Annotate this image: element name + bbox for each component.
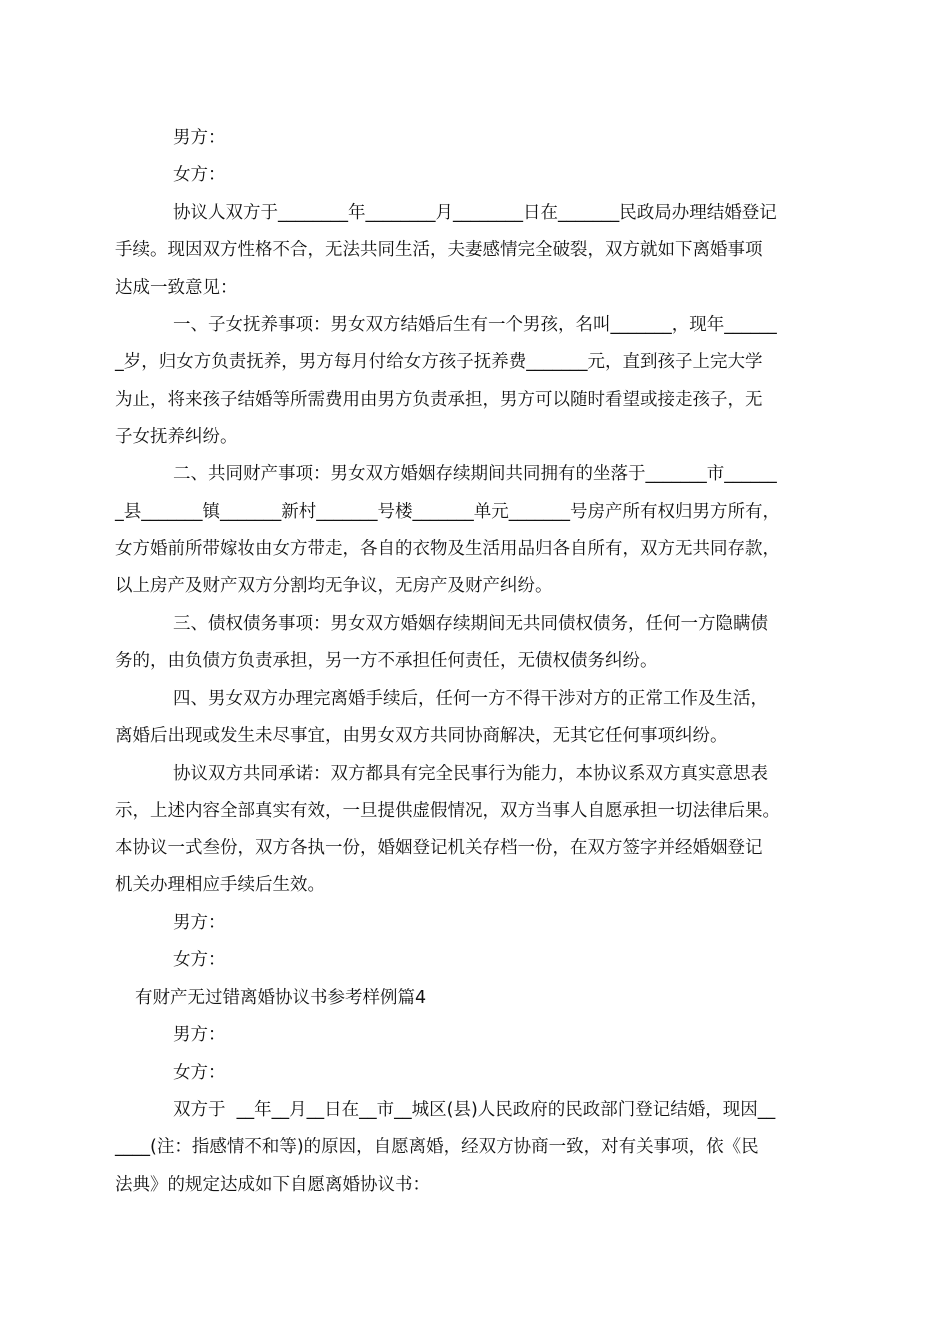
party-male-label: 男方： [173,128,226,148]
section4-line: 离婚后出现或发生未尽事宜，由男女双方共同协商解决，无其它任何事项纠纷。 [115,726,728,746]
intro-line: 手续。现因双方性格不合，无法共同生活，夫妻感情完全破裂，双方就如下离婚事项 [115,240,763,260]
section1-line: _岁，归女方负责抚养，男方每月付给女方孩子抚养费_______元，直到孩子上完大学 [115,352,763,372]
final-line: 双方于 __年__月__日在__市__城区(县)人民政府的民政部门登记结婚，现因__ [173,1100,776,1120]
section-heading: 有财产无过错离婚协议书参考样例篇4 [135,988,427,1008]
section1-line: 一、子女抚养事项：男女双方结婚后生有一个男孩，名叫_______，现年______ [173,315,777,335]
section2-line: 以上房产及财产双方分割均无争议，无房产及财产纠纷。 [115,576,553,596]
party-female-label: 女方： [173,950,226,970]
section1-line: 为止，将来孩子结婚等所需费用由男方负责承担，男方可以随时看望或接走孩子，无 [115,390,763,410]
promise-line: 协议双方共同承诺：双方都具有完全民事行为能力，本协议系双方真实意思表 [173,764,768,784]
promise-line: 示，上述内容全部真实有效，一旦提供虚假情况，双方当事人自愿承担一切法律后果。 [115,801,780,821]
party-female-label: 女方： [173,1063,226,1083]
final-line: 法典》的规定达成如下自愿离婚协议书： [115,1175,430,1195]
section4-line: 四、男女双方办理完离婚手续后，任何一方不得干涉对方的正常工作及生活， [173,689,768,709]
section2-line: 二、共同财产事项：男女双方婚姻存续期间共同拥有的坐落于_______市______ [173,464,777,484]
final-line: ____(注：指感情不和等)的原因，自愿离婚，经双方协商一致，对有关事项，依《民 [115,1137,759,1157]
section3-line: 务的，由负债方负责承担，另一方不承担任何责任，无债权债务纠纷。 [115,651,658,671]
party-male-label: 男方： [173,1025,226,1045]
intro-line: 达成一致意见： [115,278,238,298]
section3-line: 三、债权债务事项：男女双方婚姻存续期间无共同债权债务，任何一方隐瞒债 [173,614,768,634]
intro-line: 协议人双方于________年________月________日在_______民政局办理结婚登记 [173,203,777,223]
party-male-label: 男方： [173,913,226,933]
party-female-label: 女方： [173,165,226,185]
section2-line: _县_______镇_______新村_______号楼_______单元_______号房产所有权归男方所有， [115,502,780,522]
promise-line: 本协议一式叁份，双方各执一份，婚姻登记机关存档一份，在双方签字并经婚姻登记 [115,838,763,858]
promise-line: 机关办理相应手续后生效。 [115,875,325,895]
section1-line: 子女抚养纠纷。 [115,427,238,447]
section2-line: 女方婚前所带嫁妆由女方带走，各自的衣物及生活用品归各自所有，双方无共同存款， [115,539,780,559]
